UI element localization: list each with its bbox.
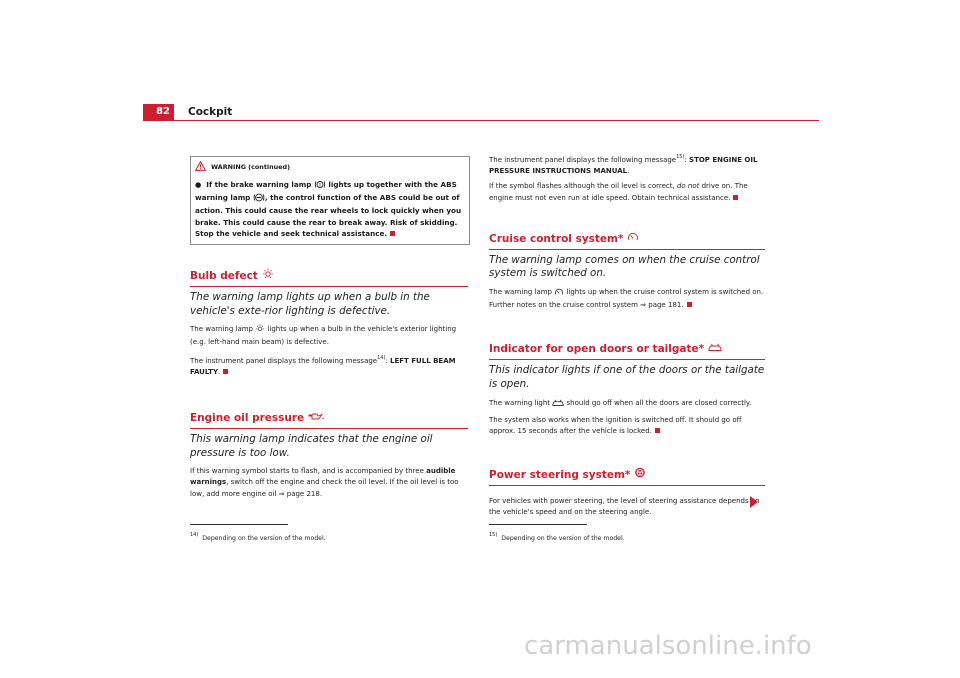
section-body xyxy=(489,496,765,518)
abs-warning-icon xyxy=(253,193,265,205)
speedometer-icon xyxy=(627,232,639,246)
oil-continued xyxy=(489,152,765,204)
bullet: ● xyxy=(195,180,202,189)
section-title: Indicator for open doors or tailgate* xyxy=(489,342,765,360)
footnote-text: $^{14)}$ Depending on the version of the model. xyxy=(190,532,326,542)
header-rule xyxy=(143,120,819,121)
end-mark-icon xyxy=(655,428,660,433)
watermark: carmanualsonline.info xyxy=(524,631,812,661)
section-title: Bulb defect xyxy=(190,268,468,287)
footnote-left xyxy=(190,524,468,542)
warning-triangle-icon xyxy=(195,161,206,173)
page-title: Cockpit xyxy=(188,106,233,118)
paragraph: The instrument panel displays the following message$^{15)}$: STOP ENGINE OIL PRESSURE INSTRUCTIONS MANUAL. xyxy=(489,154,758,176)
section-subtitle: This indicator lights if one of the doors or the tailgate is open. xyxy=(489,364,765,390)
section-title: Cruise control system* xyxy=(489,232,765,250)
paragraph: The instrument panel displays the following message$^{14)}$: LEFT FULL BEAM FAULTY. xyxy=(190,354,456,376)
paragraph: If this warning symbol starts to flash, and is accompanied by three audible warnings, switch off the engine and check the oil level. If the oil level is too low, add more engine oil ⇒ page 218. xyxy=(190,467,459,498)
paragraph: The warning lamp lights up when the cruise control system is switched on. Further notes on the cruise control system ⇒ page 181. xyxy=(489,288,764,310)
section-cruise-control xyxy=(489,232,765,312)
warning-heading: WARNING (continued) xyxy=(195,161,465,173)
footnote-text: $^{15)}$ Depending on the version of the model. xyxy=(489,532,625,542)
footnote-right xyxy=(489,524,765,542)
warning-text: ● If the brake warning lamp lights up together with the ABS warning lamp , the control function of the ABS could be out of action. This could cause the rear wheels to lock quickly when you brake. This could cause the rear to break away. Risk of skidding. Stop the vehicle and seek technical assistance. xyxy=(195,180,462,238)
section-open-doors xyxy=(489,342,765,437)
end-mark-icon xyxy=(733,195,738,200)
section-title: Power steering system* xyxy=(489,467,765,486)
section-body xyxy=(489,287,765,311)
section-engine-oil-pressure xyxy=(190,411,468,500)
next-page-arrow-icon[interactable] xyxy=(750,496,758,508)
paragraph: The warning light should go off when all the doors are closed correctly. xyxy=(489,398,765,411)
end-mark-icon xyxy=(687,302,692,307)
left-column xyxy=(190,156,468,500)
section-subtitle: This warning lamp indicates that the engine oil pressure is too low. xyxy=(190,433,433,459)
car-doors-icon xyxy=(708,342,722,356)
car-doors-icon xyxy=(552,399,564,411)
page-number: 82 xyxy=(143,104,174,120)
paragraph: If the symbol flashes although the oil level is correct, do not drive on. The engine must not even run at idle speed. Obtain technical assistance. xyxy=(489,182,748,202)
brake-warning-icon xyxy=(314,180,326,192)
footnote-rule xyxy=(489,524,587,525)
end-mark-icon xyxy=(390,231,395,236)
warning-box xyxy=(190,156,470,245)
section-bulb-defect xyxy=(190,268,468,378)
paragraph: The system also works when the ignition is switched off. It should go off approx. 15 seconds after the vehicle is locked. xyxy=(489,415,742,435)
section-subtitle: The warning lamp lights up when a bulb in the vehicle's exte-rior lighting is defective. xyxy=(190,291,430,317)
section-body xyxy=(489,398,765,438)
section-body xyxy=(190,324,468,378)
section-power-steering xyxy=(489,467,765,518)
oil-can-icon xyxy=(308,411,324,425)
steering-wheel-icon xyxy=(634,467,646,482)
section-title: Engine oil pressure xyxy=(190,411,468,429)
right-column xyxy=(489,152,765,519)
paragraph: For vehicles with power steering, the level of steering assistance depends on the vehicle's speed and on the steering angle. xyxy=(489,497,760,517)
paragraph: The warning lamp lights up when a bulb in the vehicle's exterior lighting (e.g. left-hand main beam) is defective. xyxy=(190,325,457,347)
end-mark-icon xyxy=(223,369,228,374)
footnote-rule xyxy=(190,524,288,525)
speedometer-icon xyxy=(554,288,564,300)
bulb-icon xyxy=(255,324,265,337)
section-body xyxy=(190,466,468,500)
section-subtitle: The warning lamp comes on when the cruise control system is switched on. xyxy=(489,253,760,280)
bulb-icon xyxy=(262,268,274,283)
